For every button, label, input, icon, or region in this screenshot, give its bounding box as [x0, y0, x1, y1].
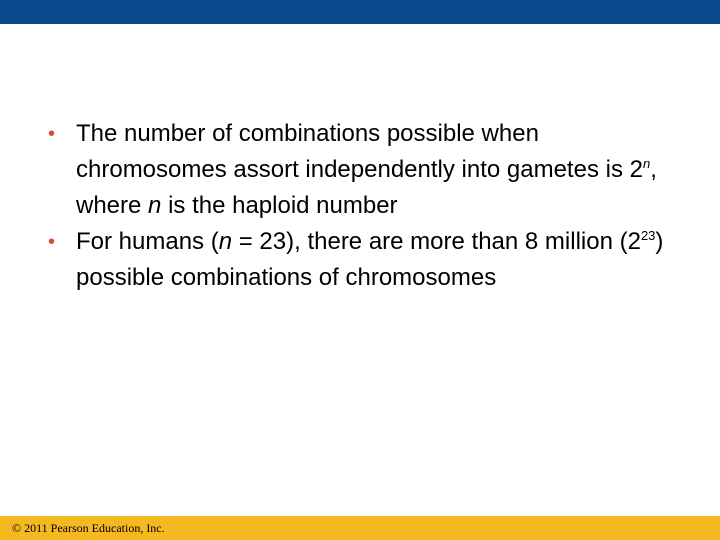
bullet-icon: •: [48, 123, 56, 145]
bullet-text-segment: The number of combinations possible when chromosomes assort independently into gametes is 2: [76, 120, 643, 183]
bullet-text-segment: = 23), there are more than 8 million (2: [232, 228, 641, 255]
bullet-text-segment: ) possible combinations of chromosomes: [76, 228, 664, 291]
bullet-list: [48, 116, 688, 296]
top-banner: [0, 0, 720, 24]
italic-variable: n: [218, 228, 233, 255]
footer-bar: [0, 516, 720, 540]
bullet-text-segment: , where: [76, 156, 657, 219]
bullet-icon: •: [48, 231, 56, 253]
superscript-exponent: 23: [640, 228, 656, 243]
superscript-variable: n: [642, 156, 651, 171]
bullet-item: [48, 116, 688, 224]
copyright-text: © 2011 Pearson Education, Inc.: [12, 521, 165, 535]
italic-variable: n: [148, 192, 162, 219]
bullet-text: [76, 120, 657, 219]
bullet-item: [48, 224, 688, 296]
bullet-text-segment: For humans (: [76, 228, 219, 255]
bullet-text: [76, 228, 663, 291]
bullet-text-segment: is the haploid number: [161, 192, 398, 219]
